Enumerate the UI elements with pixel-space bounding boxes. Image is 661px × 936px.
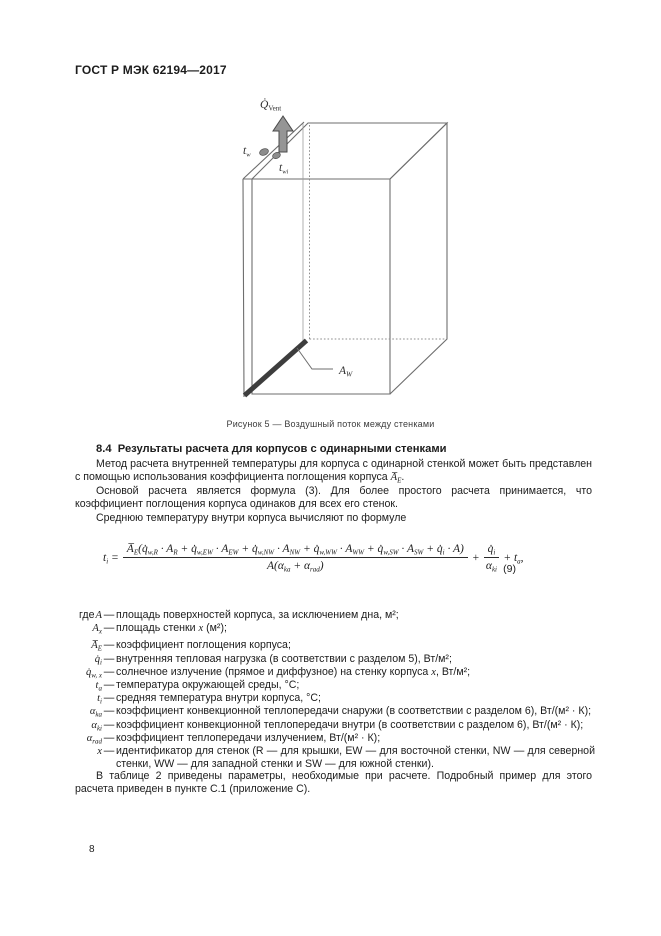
t-w-label: $t_w$ <box>243 145 251 159</box>
where-symbol: $\alpha_{ka}$ <box>89 706 102 719</box>
where-row <box>75 653 595 666</box>
paragraph: В таблице 2 приведены параметры, необходимые при расчете. Подробный пример для этого расчета приведен в пункте С.1 (приложение С). <box>75 770 592 796</box>
where-symbol: A <box>95 610 102 621</box>
where-lead: где <box>79 609 95 621</box>
where-description: внутренняя тепловая нагрузка (в соответствии с разделом 5), Вт/м²; <box>116 652 452 665</box>
formula-lhs: $t_i$ = <box>103 551 119 565</box>
where-description: температура окружающей среды, °С; <box>116 679 300 692</box>
where-description: солнечное излучение (прямое и диффузное) на стенку корпуса x, Вт/м²; <box>116 665 471 678</box>
formula-plus: + <box>471 551 480 564</box>
a-w-label: $A_W$ <box>339 365 353 379</box>
where-dash: — <box>103 665 115 678</box>
where-dash: — <box>103 705 115 718</box>
where-dash: — <box>103 609 115 621</box>
where-row <box>75 692 595 705</box>
box-front-face <box>252 179 390 394</box>
where-symbol: x <box>97 746 102 758</box>
formula-numerator-2: $q̇_i$ <box>484 543 500 558</box>
formula-tail: + $t_a$, <box>503 551 524 565</box>
where-description: средняя температура внутри корпуса, °С; <box>116 692 321 705</box>
where-description: коэффициент поглощения корпуса; <box>116 639 291 652</box>
paragraph: Основой расчета является формула (3). Для более простого расчета принимается, что коэффициент поглощения корпуса одинаков для всех его стенок. <box>75 484 592 511</box>
formula-main-fraction <box>123 543 468 572</box>
where-dash: — <box>103 718 115 731</box>
where-dash: — <box>103 652 115 665</box>
where-symbol: $\alpha_{rad}$ <box>86 732 102 746</box>
figure-caption: Рисунок 5 — Воздушный поток между стенками <box>226 419 435 429</box>
formula-denominator-2: $\alpha_{ki}$ <box>485 560 498 574</box>
where-description: коэффициент теплопередачи излучением, Вт/(м² · К); <box>116 731 381 744</box>
where-description: площадь поверхностей корпуса, за исключением дна, м²; <box>116 609 399 621</box>
where-symbol: $t_a$ <box>95 680 102 693</box>
q-vent-label: $Q̇_{Vent}$ <box>260 99 282 113</box>
where-row <box>75 679 595 692</box>
formula-second-fraction <box>484 543 500 572</box>
outer-wall-edges <box>243 122 304 397</box>
where-symbol: $q̇_i$ <box>94 653 102 667</box>
where-description: идентификатор для стенок (R — для крышки, EW — для восточной стенки, NW — для северной стенки, WW — для западной стенки и SW — для южной стенки). <box>116 745 595 771</box>
where-dash: — <box>103 692 115 705</box>
where-symbol: $A̅_E$ <box>91 640 102 653</box>
where-symbol: $\alpha_{ki}$ <box>91 719 102 733</box>
hidden-edges-dotted <box>310 125 447 339</box>
where-dash: — <box>103 622 115 635</box>
paragraph: Метод расчета внутренней температуры для корпуса с одинарной стенкой может быть представлен с помощью использования коэффициента поглощения корпуса $A̅_E$. <box>75 458 592 485</box>
box-top-face <box>252 123 447 179</box>
air-dot-right <box>272 151 282 159</box>
where-dash: — <box>103 679 115 692</box>
aw-leader-line <box>297 348 333 369</box>
where-row <box>75 705 595 718</box>
where-row <box>75 666 595 679</box>
closing-paragraph <box>75 770 592 797</box>
where-row <box>75 622 595 635</box>
paragraph: Среднюю температуру внутри корпуса вычисляют по формуле <box>96 511 407 524</box>
air-gap-strip <box>245 341 307 396</box>
formula <box>75 543 592 599</box>
box-right-face <box>390 123 447 394</box>
where-description: площадь стенки x (м²); <box>116 622 227 635</box>
where-symbol: $t_i$ <box>97 693 102 706</box>
formula-numerator: $A̅_E(q̇_{w,R} \cdot A_R$ + $q̇_{w,EW} \cdot A_{EW}$ + $q̇_{w,NW} \cdot A_{NW}$ + $q̇_{w,WW} \cdot A_{WW}$ + $q̇_{w,SW} \cdot A_{SW}$ + $q̇_i \cdot A$) <box>123 543 468 558</box>
where-row <box>75 639 595 652</box>
where-description: коэффициент конвекционной теплопередачи внутри (в соответствии с разделом 6), Вт/(м² · К); <box>116 718 584 731</box>
formula-denominator: $A(\alpha_{ka} + \alpha_{rad})$ <box>267 560 324 574</box>
page-number: 8 <box>89 844 95 855</box>
where-row <box>75 719 595 732</box>
section-heading: 8.4 Результаты расчета для корпусов с одинарными стенками <box>96 443 447 455</box>
where-list <box>75 609 595 771</box>
t-wi-label: $t_{wi}$ <box>279 162 289 176</box>
where-row <box>75 609 595 622</box>
body-paragraphs <box>75 458 592 525</box>
doc-header-title: ГОСТ Р МЭК 62194—2017 <box>75 63 227 77</box>
where-row <box>75 745 595 771</box>
where-dash: — <box>103 745 115 758</box>
where-dash: — <box>103 731 115 744</box>
where-description: коэффициент конвекционной теплопередачи снаружи (в соответствии с разделом 6), Вт/(м² · К); <box>116 705 592 718</box>
where-dash: — <box>103 639 115 652</box>
where-row <box>75 732 595 745</box>
air-dot-left <box>259 147 270 156</box>
vent-arrow <box>273 116 293 152</box>
where-symbol: $q̇_{w, x}$ <box>85 666 102 680</box>
formula-number: (9) <box>503 563 516 575</box>
where-symbol: $A_x$ <box>92 623 102 636</box>
